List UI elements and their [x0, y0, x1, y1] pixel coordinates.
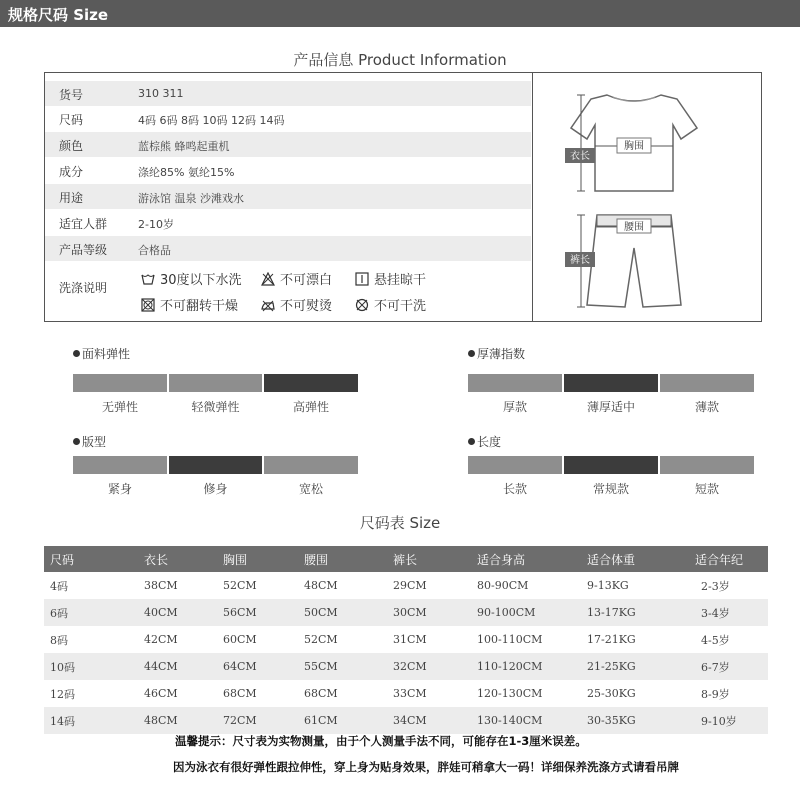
table-cell: 8-9岁	[701, 687, 730, 701]
table-header-cell: 适合年纪	[683, 546, 768, 572]
gauge-segment	[660, 456, 754, 474]
table-cell: 12码	[50, 687, 75, 701]
gauge-option: 薄款	[694, 400, 719, 414]
table-header-row	[44, 546, 768, 572]
table-cell: 30CM	[381, 599, 465, 626]
wash-label: 洗涤说明	[59, 281, 108, 295]
info-row-usage	[45, 184, 531, 209]
gauge-option: 宽松	[298, 482, 323, 496]
table-cell: 34CM	[381, 707, 465, 734]
gauge-segment	[73, 456, 167, 474]
info-label: 成分	[59, 165, 84, 179]
table-cell: 21-25KG	[575, 653, 683, 680]
table-row	[44, 626, 768, 653]
info-value: 310 311	[138, 87, 184, 100]
info-value: 4码 6码 8码 10码 12码 14码	[138, 114, 285, 127]
table-cell: 64CM	[211, 653, 294, 680]
gauge-segment	[73, 374, 167, 392]
gauge-option: 轻微弹性	[191, 400, 240, 414]
no-tumble-dry-icon	[141, 298, 155, 312]
table-cell: 29CM	[393, 579, 427, 592]
no-bleach-icon	[261, 272, 275, 286]
table-cell: 68CM	[304, 687, 338, 700]
gauge-option: 厚款	[502, 400, 527, 414]
wash-item	[261, 295, 332, 314]
no-tumble-dry-text: 不可翻转干燥	[160, 299, 239, 314]
gauge-segment	[264, 456, 358, 474]
table-row	[44, 707, 768, 734]
gauge-option: 无弹性	[101, 400, 138, 414]
table-row	[44, 653, 768, 680]
table-cell: 32CM	[381, 653, 465, 680]
table-cell: 4码	[50, 579, 68, 593]
table-cell: 38CM	[144, 579, 178, 592]
info-value: 合格品	[138, 244, 171, 257]
product-info-box	[44, 72, 762, 322]
table-cell: 2-3岁	[701, 579, 730, 593]
table-header-cell: 胸围	[211, 546, 294, 572]
table-cell: 10码	[44, 653, 130, 680]
gauge-title: 面料弹性	[73, 345, 130, 362]
wash-item	[141, 269, 242, 288]
gauge-segment-selected	[264, 374, 358, 392]
table-cell: 52CM	[304, 633, 338, 646]
wash-30-icon	[141, 272, 155, 286]
info-label: 货号	[59, 88, 84, 102]
gauge-title: 版型	[73, 433, 106, 450]
table-cell: 120-130CM	[477, 687, 543, 700]
table-cell: 100-110CM	[477, 633, 543, 646]
info-row-item-no	[45, 81, 531, 106]
table-cell: 72CM	[211, 707, 294, 734]
gauge-bar	[73, 374, 358, 392]
table-cell: 42CM	[144, 633, 178, 646]
info-label: 颜色	[59, 139, 84, 153]
table-cell: 48CM	[304, 579, 338, 592]
table-cell: 48CM	[130, 707, 211, 734]
gauge-option: 常规款	[592, 482, 629, 496]
no-iron-text: 不可熨烫	[280, 299, 333, 314]
table-cell: 40CM	[130, 599, 211, 626]
figure-label-chest: 胸围	[624, 141, 644, 152]
gauge-segment-selected	[169, 456, 262, 474]
page-header-title: 规格尺码 Size	[8, 6, 109, 24]
info-row-color	[45, 132, 531, 157]
gauge-bar	[468, 374, 754, 392]
table-cell: 30-35KG	[575, 707, 683, 734]
table-cell: 50CM	[294, 599, 381, 626]
no-dry-clean-icon	[355, 298, 369, 312]
table-cell: 3-4岁	[683, 599, 768, 626]
product-info-title: 产品信息 Product Information	[293, 51, 507, 69]
table-cell: 60CM	[223, 633, 257, 646]
table-row	[44, 572, 768, 599]
figure-label-top-length: 衣长	[570, 151, 590, 162]
gauge-title: 厚薄指数	[468, 345, 525, 362]
figure-label-waist: 腰围	[624, 222, 644, 233]
table-cell: 31CM	[393, 633, 427, 646]
size-table	[44, 546, 768, 734]
figure-label-pants-length: 裤长	[570, 255, 590, 266]
table-header-cell: 腰围	[294, 546, 381, 572]
table-row	[44, 599, 768, 626]
info-value: 涤纶85% 氨纶15%	[138, 166, 235, 179]
info-label: 适宜人群	[59, 217, 108, 231]
gauge-title: 长度	[468, 433, 501, 450]
table-cell: 13-17KG	[575, 599, 683, 626]
table-header-cell: 裤长	[381, 546, 465, 572]
table-cell: 56CM	[211, 599, 294, 626]
gauge-option: 高弹性	[292, 400, 329, 414]
info-row-grade	[45, 236, 531, 261]
table-cell: 9-10岁	[683, 707, 768, 734]
table-cell: 14码	[44, 707, 130, 734]
info-label: 尺码	[59, 113, 84, 127]
wash-item	[141, 295, 238, 314]
table-cell: 6码	[44, 599, 130, 626]
table-header-cell: 适合身高	[465, 546, 575, 572]
table-cell: 46CM	[144, 687, 178, 700]
wash-instructions	[45, 263, 531, 321]
gauge-option: 紧身	[107, 482, 132, 496]
wash-item	[355, 269, 426, 288]
gauge-segment	[468, 374, 562, 392]
gauge-segment-selected	[564, 374, 658, 392]
table-cell: 52CM	[223, 579, 257, 592]
gauge-segment	[468, 456, 562, 474]
wash-item	[355, 295, 426, 314]
info-row-composition	[45, 158, 531, 183]
header-bar	[0, 0, 800, 27]
measurement-note: 温馨提示：尺寸表为实物测量，由于个人测量手法不同，可能存在1-3厘米误差。	[175, 734, 587, 748]
table-cell: 55CM	[294, 653, 381, 680]
hang-dry-text: 悬挂晾干	[374, 273, 427, 288]
no-bleach-text: 不可漂白	[280, 273, 333, 288]
table-header-cell: 尺码	[44, 546, 130, 572]
gauge-option: 修身	[203, 482, 228, 496]
gauge-segment-selected	[564, 456, 658, 474]
info-value: 2-10岁	[138, 218, 174, 231]
gauge-bar	[73, 456, 358, 474]
info-label: 产品等级	[59, 243, 108, 257]
info-row-size	[45, 106, 531, 131]
hang-dry-icon	[355, 272, 369, 286]
table-cell: 68CM	[223, 687, 257, 700]
wash-item	[261, 269, 332, 288]
table-cell: 4-5岁	[701, 633, 730, 647]
table-cell: 110-120CM	[465, 653, 575, 680]
no-iron-icon	[261, 298, 275, 312]
table-cell: 61CM	[294, 707, 381, 734]
no-dry-clean-text: 不可干洗	[374, 299, 427, 314]
table-cell: 9-13KG	[587, 579, 629, 592]
gauge-option: 短款	[694, 482, 719, 496]
table-cell: 6-7岁	[683, 653, 768, 680]
gauge-option: 长款	[502, 482, 527, 496]
table-cell: 33CM	[393, 687, 427, 700]
info-value: 游泳馆 温泉 沙滩戏水	[138, 192, 244, 205]
info-value: 蓝棕熊 蜂鸣起重机	[138, 140, 230, 153]
table-cell: 80-90CM	[477, 579, 529, 592]
gauge-segment	[169, 374, 262, 392]
table-cell: 25-30KG	[587, 687, 636, 700]
wash-30-text: 30度以下水洗	[160, 273, 242, 288]
table-row	[44, 680, 768, 707]
garment-figure	[533, 73, 761, 321]
gauge-segment	[660, 374, 754, 392]
table-cell: 8码	[50, 633, 68, 647]
gauge-bar	[468, 456, 754, 474]
table-cell: 17-21KG	[587, 633, 636, 646]
table-cell: 90-100CM	[465, 599, 575, 626]
info-label: 用途	[59, 191, 84, 205]
sizing-tip-note: 因为泳衣有很好弹性跟拉伸性，穿上身为贴身效果，胖娃可稍拿大一码！详细保养洗涤方式请看吊牌	[173, 760, 679, 774]
table-header-cell: 适合体重	[575, 546, 683, 572]
table-header-cell: 衣长	[130, 546, 211, 572]
table-cell: 130-140CM	[465, 707, 575, 734]
size-chart-title: 尺码表 Size	[359, 514, 441, 532]
gauge-option: 薄厚适中	[586, 400, 635, 414]
garment-illustration	[533, 73, 761, 321]
table-cell: 44CM	[130, 653, 211, 680]
info-row-suitable-for	[45, 210, 531, 235]
